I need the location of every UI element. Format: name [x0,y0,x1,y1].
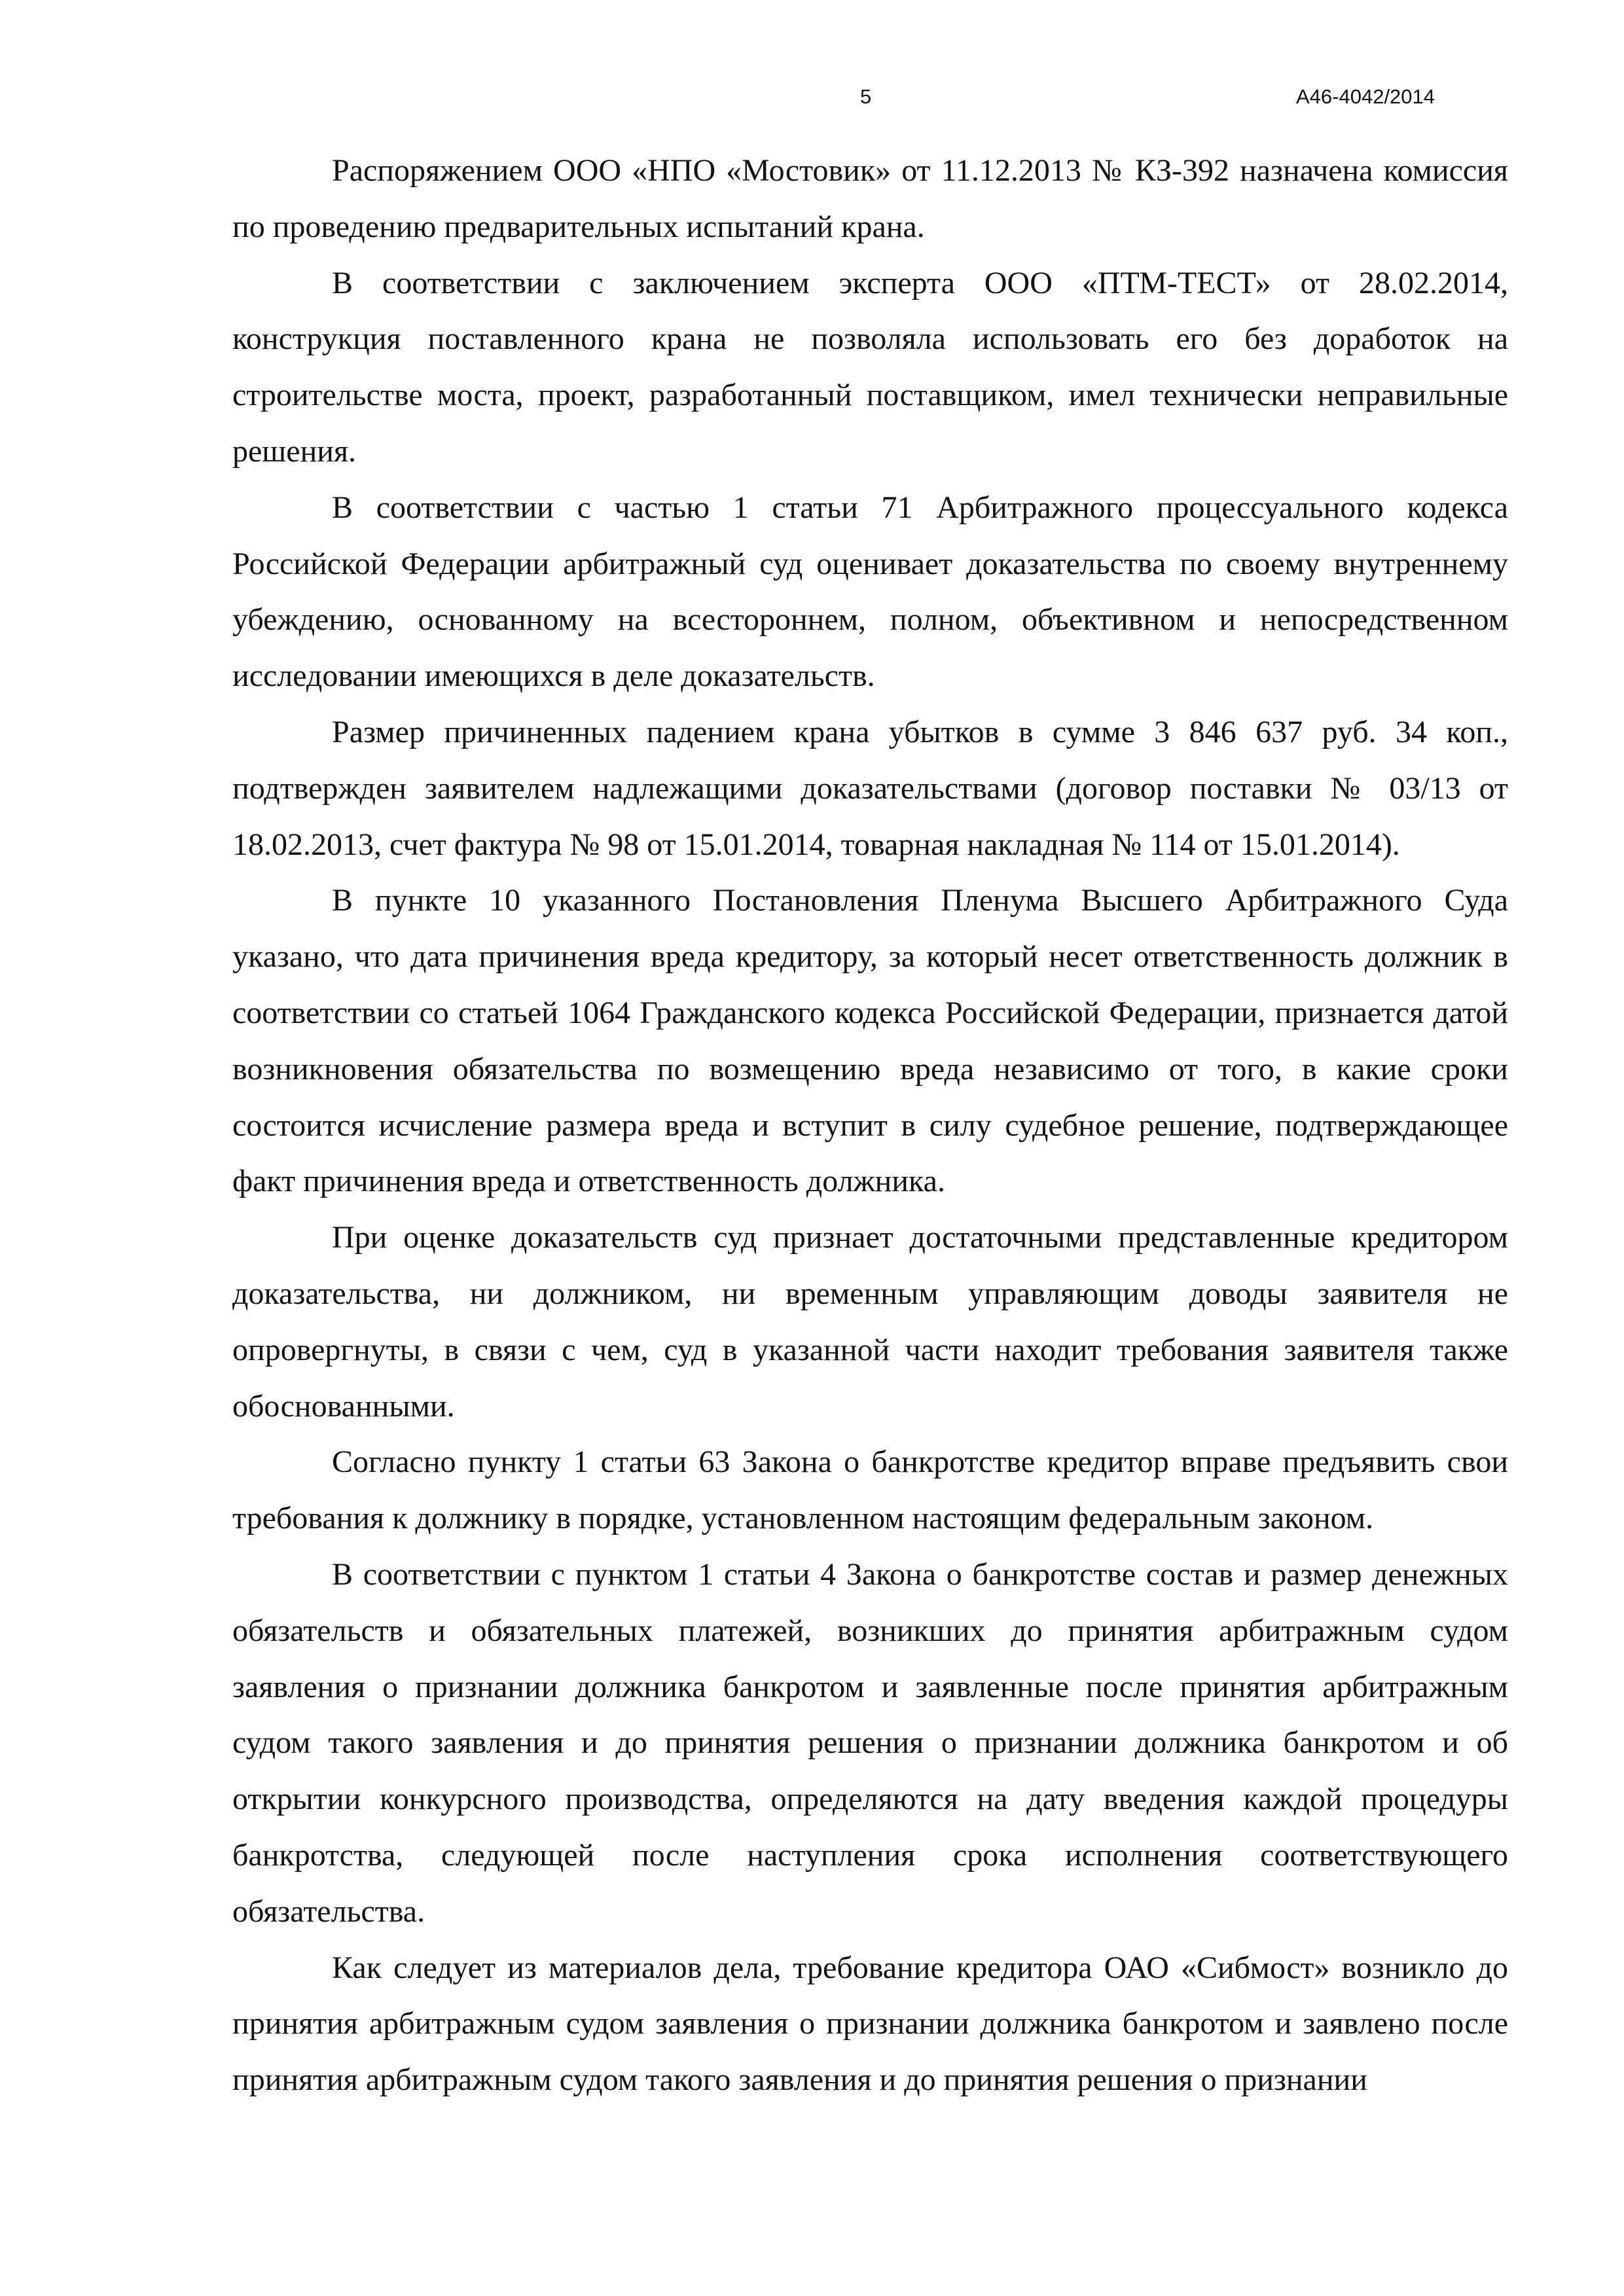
paragraph: Распоряжением ООО «НПО «Мостовик» от 11.12.2013 № КЗ-392 назначена комиссия по проведению предварительных испытаний крана. [232,153,1508,244]
paragraph: В соответствии с заключением эксперта ООО «ПТМ-ТЕСТ» от 28.02.2014, конструкция поставленного крана не позволяла использовать его без доработок на строительстве моста, проект, разработанный поставщиком, имел технически неправильные решения. [232,265,1508,469]
paragraph: Размер причиненных падением крана убытков в сумме 3 846 637 руб. 34 коп., подтвержден заявителем надлежащими доказательствами (договор поставки № 03/13 от 18.02.2013, счет фактура № 98 от 15.01.2014, товарная накладная № 114 от 15.01.2014). [232,714,1508,862]
paragraph: В пункте 10 указанного Постановления Пленума Высшего Арбитражного Суда указано, что дата причинения вреда кредитору, за который несет ответственность должник в соответствии со статьей 1064 Гражданского кодекса Российской Федерации, признается датой возникновения обязательства по возмещению вреда независимо от того, в какие сроки состоится исчисление размера вреда и вступит в силу судебное решение, подтверждающее факт причинения вреда и ответственность должника. [232,883,1508,1199]
paragraph: При оценке доказательств суд признает достаточными представленные кредитором доказательства, ни должником, ни временным управляющим доводы заявителя не опровергнуты, в связи с чем, суд в указанной части находит требования заявителя также обоснованными. [232,1220,1508,1424]
paragraph: Согласно пункту 1 статьи 63 Закона о банкротстве кредитор вправе предъявить свои требования к должнику в порядке, установленном настоящим федеральным законом. [232,1444,1508,1536]
page-number: 5 [860,85,872,108]
case-number: А46-4042/2014 [1296,85,1435,108]
document-body [232,143,1508,2108]
paragraph: В соответствии с частью 1 статьи 71 Арбитражного процессуального кодекса Российской Федерации арбитражный суд оценивает доказательства по своему внутреннему убеждению, основанному на всестороннем, полном, объективном и непосредственном исследовании имеющихся в деле доказательств. [232,490,1508,694]
paragraph: Как следует из материалов дела, требование кредитора ОАО «Сибмост» возникло до принятия арбитражным судом заявления о признании должника банкротом и заявлено после принятия арбитражным судом такого заявления и до принятия решения о признании [232,1950,1508,2098]
paragraph: В соответствии с пунктом 1 статьи 4 Закона о банкротстве состав и размер денежных обязательств и обязательных платежей, возникших до принятия арбитражным судом заявления о признании должника банкротом и заявленные после принятия арбитражным судом такого заявления и до принятия решения о признании должника банкротом и об открытии конкурсного производства, определяются на дату введения каждой процедуры банкротства, следующей после наступления срока исполнения соответствующего обязательства. [232,1556,1508,1929]
